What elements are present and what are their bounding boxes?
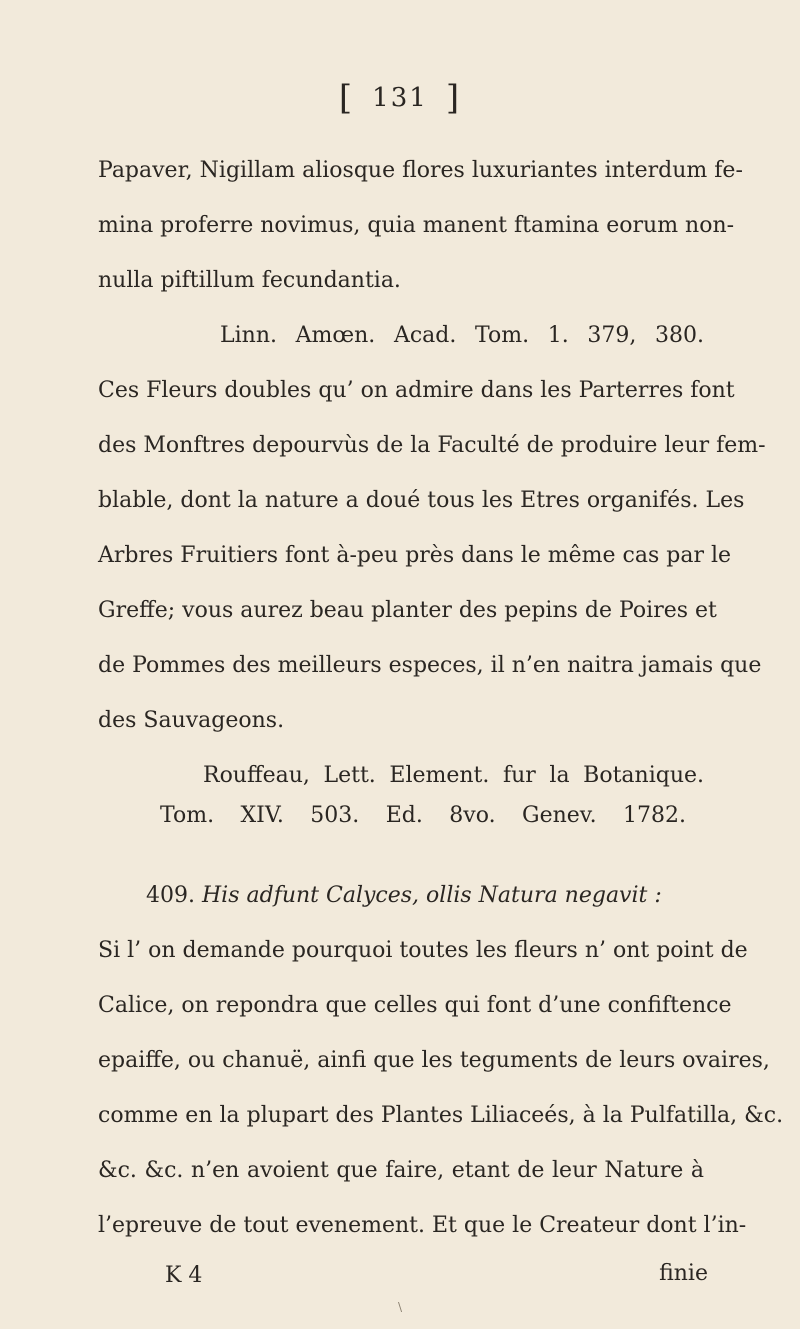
citation-line: Rouffeau, Lett. Element. fur la Botanique. [203, 763, 704, 788]
header-bracket-right: ] [445, 78, 462, 118]
signature-mark: K 4 [165, 1263, 203, 1288]
page-header [0, 78, 800, 118]
stray-mark: \ [398, 1300, 403, 1314]
text-line: Ces Fleurs doubles qu’ on admire dans les Parterres font [98, 378, 735, 403]
text-line: Papaver, Nigillam aliosque flores luxuriantes interdum fe- [98, 158, 743, 183]
text-line: epaiffe, ou chanuë, ainfi que les teguments de leurs ovaires, [98, 1048, 770, 1073]
page-number: 131 [372, 83, 428, 113]
text-line: Greffe; vous aurez beau planter des pepins de Poires et [98, 598, 717, 623]
text-line: nulla piftillum fecundantia. [98, 268, 401, 293]
text-line: mina proferre novimus, quia manent ftamina eorum non- [98, 213, 735, 238]
text-line: blable, dont la nature a doué tous les Etres organifés. Les [98, 488, 745, 513]
text-line: Si l’ on demande pourquoi toutes les fleurs n’ ont point de [98, 938, 748, 963]
text-line: de Pommes des meilleurs especes, il n’en naitra jamais que [98, 653, 762, 678]
text-line: des Monftres depourvùs de la Faculté de produire leur fem- [98, 433, 766, 458]
citation-line: Linn. Amœn. Acad. Tom. 1. 379, 380. [220, 323, 704, 348]
text-line: &c. &c. n’en avoient que faire, etant de leur Nature à [98, 1158, 704, 1183]
text-line: comme en la plupart des Plantes Liliaceés, à la Pulfatilla, &c. [98, 1103, 784, 1128]
catchword: finie [659, 1261, 708, 1286]
text-line: des Sauvageons. [98, 708, 285, 733]
text-line: l’epreuve de tout evenement. Et que le Createur dont l’in- [98, 1213, 747, 1238]
section-heading [146, 885, 662, 907]
header-bracket-left: [ [338, 78, 355, 118]
citation-line: Tom. XIV. 503. Ed. 8vo. Genev. 1782. [160, 803, 686, 828]
section-number: 409. [146, 883, 195, 908]
text-line: Calice, on repondra que celles qui font d’une confiftence [98, 993, 732, 1018]
text-line: Arbres Fruitiers font à-peu près dans le même cas par le [98, 543, 732, 568]
section-title: His adfunt Calyces, ollis Natura negavit : [201, 883, 662, 908]
